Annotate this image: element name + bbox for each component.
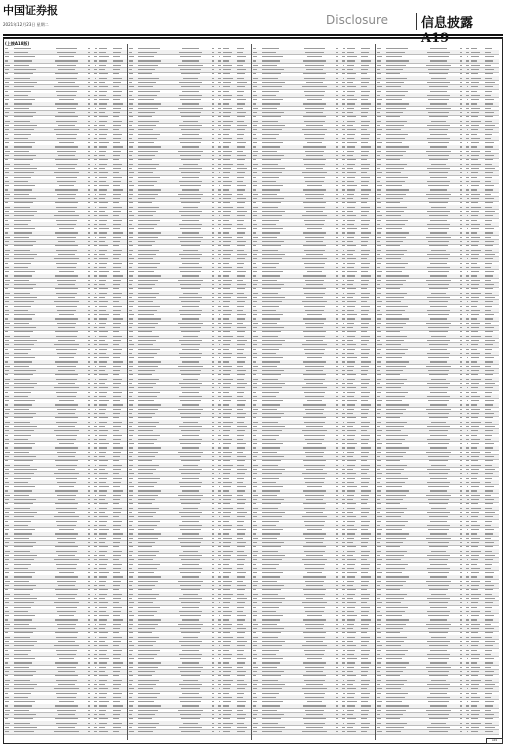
newspaper-masthead: 中国证券报	[3, 2, 58, 18]
section-chinese-title: 信息披露 A19	[421, 12, 503, 46]
banner-divider	[416, 13, 417, 30]
table-row	[4, 730, 127, 734]
header-rule-thin	[3, 37, 503, 38]
continued-from-label: (上接A18版)	[5, 41, 29, 47]
section-banner	[300, 12, 503, 32]
section-english-title: Disclosure	[326, 13, 388, 27]
table-column-2	[128, 46, 251, 738]
table-column-1	[4, 46, 127, 738]
header-rule-thick	[3, 34, 503, 36]
issue-date: 2021年12月23日 星期二	[3, 22, 49, 28]
